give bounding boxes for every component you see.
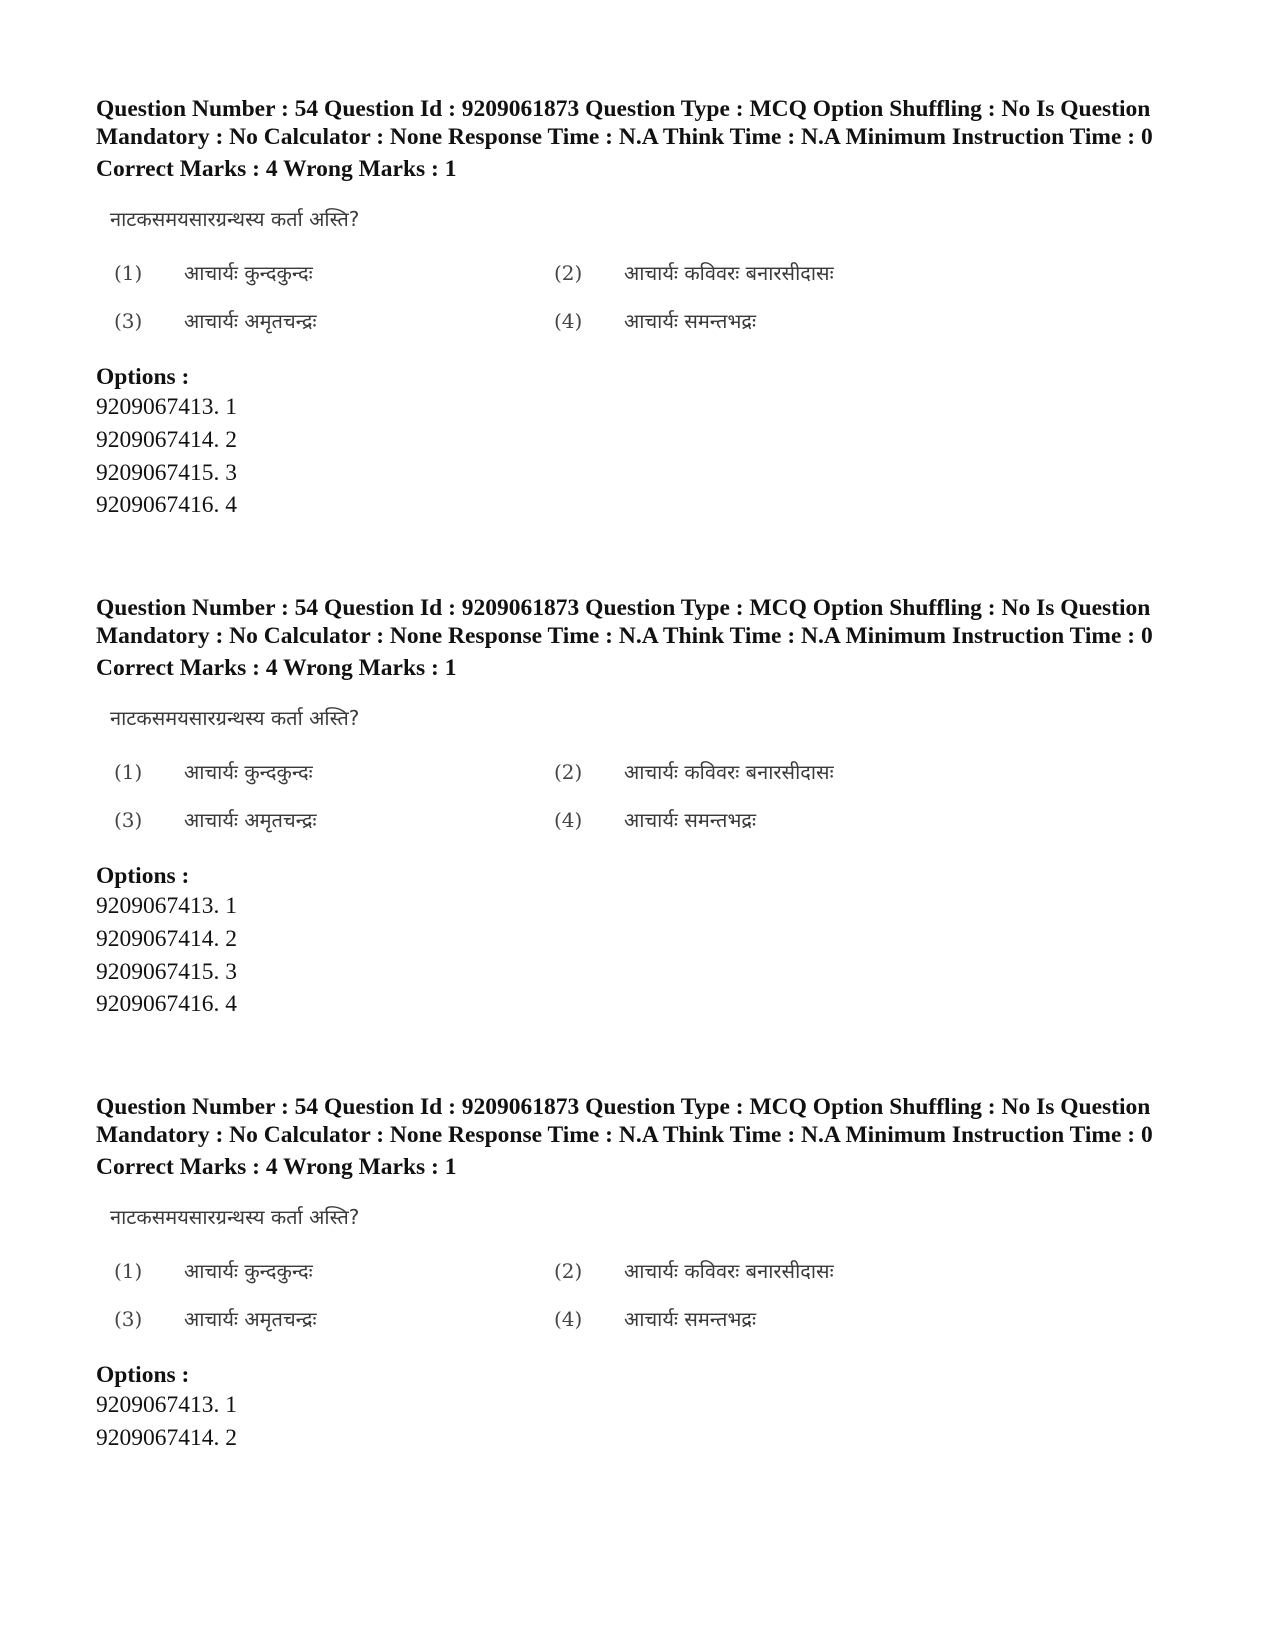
choice-number: (4) [554, 309, 583, 333]
choice-3 [114, 307, 317, 334]
choice-text: आचार्यः समन्तभद्रः [624, 1307, 757, 1331]
choice-number: (2) [554, 760, 583, 784]
option-id: 9209067416. 4 [96, 991, 237, 1018]
question-marks: Correct Marks : 4 Wrong Marks : 1 [96, 1154, 457, 1180]
option-id: 9209067413. 1 [96, 1392, 237, 1418]
choice-1 [114, 1257, 313, 1284]
choice-number: (4) [554, 808, 583, 832]
choice-number: (4) [554, 1307, 583, 1331]
options-label: Options : [96, 364, 190, 390]
choice-text: आचार्यः अमृतचन्द्रः [184, 309, 317, 333]
choice-number: (1) [114, 261, 143, 285]
question-meta: Question Number : 54 Question Id : 9209061873 Question Type : MCQ Option Shuffling : No Is Question Mandatory : No Calculator : None Response Time : N.A Think Time : N.A Minimum Instruction Time : 0 [96, 96, 1153, 150]
choice-text: आचार्यः कुन्दकुन्दः [184, 1259, 313, 1283]
choice-2 [554, 259, 834, 286]
option-id: 9209067413. 1 [96, 893, 237, 919]
choice-number: (1) [114, 1259, 143, 1283]
choice-1 [114, 259, 313, 286]
choice-text: आचार्यः समन्तभद्रः [624, 808, 757, 832]
choice-text: आचार्यः कविवरः बनारसीदासः [624, 760, 834, 784]
option-id: 9209067413. 1 [96, 394, 237, 420]
options-label: Options : [96, 863, 190, 889]
question-meta: Question Number : 54 Question Id : 9209061873 Question Type : MCQ Option Shuffling : No Is Question Mandatory : No Calculator : None Response Time : N.A Think Time : N.A Minimum Instruction Time : 0 [96, 595, 1153, 649]
option-id: 9209067415. 3 [96, 459, 237, 486]
option-id: 9209067416. 4 [96, 492, 237, 519]
choice-1 [114, 758, 313, 785]
question-image [96, 692, 1176, 862]
choice-4 [554, 307, 756, 334]
options-label: Options : [96, 1362, 190, 1388]
question-block [96, 96, 1176, 522]
choice-text: आचार्यः कविवरः बनारसीदासः [624, 261, 834, 285]
question-image [96, 1191, 1176, 1361]
choice-number: (3) [114, 808, 143, 832]
choice-text: आचार्यः अमृतचन्द्रः [184, 808, 317, 832]
choice-number: (1) [114, 760, 143, 784]
option-id: 9209067414. 2 [96, 925, 237, 952]
choice-3 [114, 1305, 317, 1332]
choice-2 [554, 758, 834, 785]
question-text: नाटकसमयसारग्रन्थस्य कर्ता अस्ति? [110, 706, 360, 730]
choice-text: आचार्यः कविवरः बनारसीदासः [624, 1259, 834, 1283]
question-marks: Correct Marks : 4 Wrong Marks : 1 [96, 655, 457, 681]
question-text: नाटकसमयसारग्रन्थस्य कर्ता अस्ति? [110, 207, 360, 231]
question-image [96, 193, 1176, 363]
choice-number: (3) [114, 309, 143, 333]
question-text: नाटकसमयसारग्रन्थस्य कर्ता अस्ति? [110, 1205, 360, 1229]
question-marks: Correct Marks : 4 Wrong Marks : 1 [96, 156, 457, 182]
question-block [96, 595, 1176, 1021]
choice-text: आचार्यः अमृतचन्द्रः [184, 1307, 317, 1331]
question-block [96, 1094, 1176, 1455]
choice-number: (2) [554, 1259, 583, 1283]
option-id: 9209067415. 3 [96, 958, 237, 985]
question-meta: Question Number : 54 Question Id : 9209061873 Question Type : MCQ Option Shuffling : No Is Question Mandatory : No Calculator : None Response Time : N.A Think Time : N.A Minimum Instruction Time : 0 [96, 1094, 1153, 1148]
choice-text: आचार्यः कुन्दकुन्दः [184, 760, 313, 784]
choice-3 [114, 806, 317, 833]
choice-text: आचार्यः कुन्दकुन्दः [184, 261, 313, 285]
option-id: 9209067414. 2 [96, 426, 237, 453]
choice-2 [554, 1257, 834, 1284]
choice-text: आचार्यः समन्तभद्रः [624, 309, 757, 333]
option-id: 9209067414. 2 [96, 1424, 237, 1451]
choice-number: (2) [554, 261, 583, 285]
choice-number: (3) [114, 1307, 143, 1331]
choice-4 [554, 1305, 756, 1332]
choice-4 [554, 806, 756, 833]
